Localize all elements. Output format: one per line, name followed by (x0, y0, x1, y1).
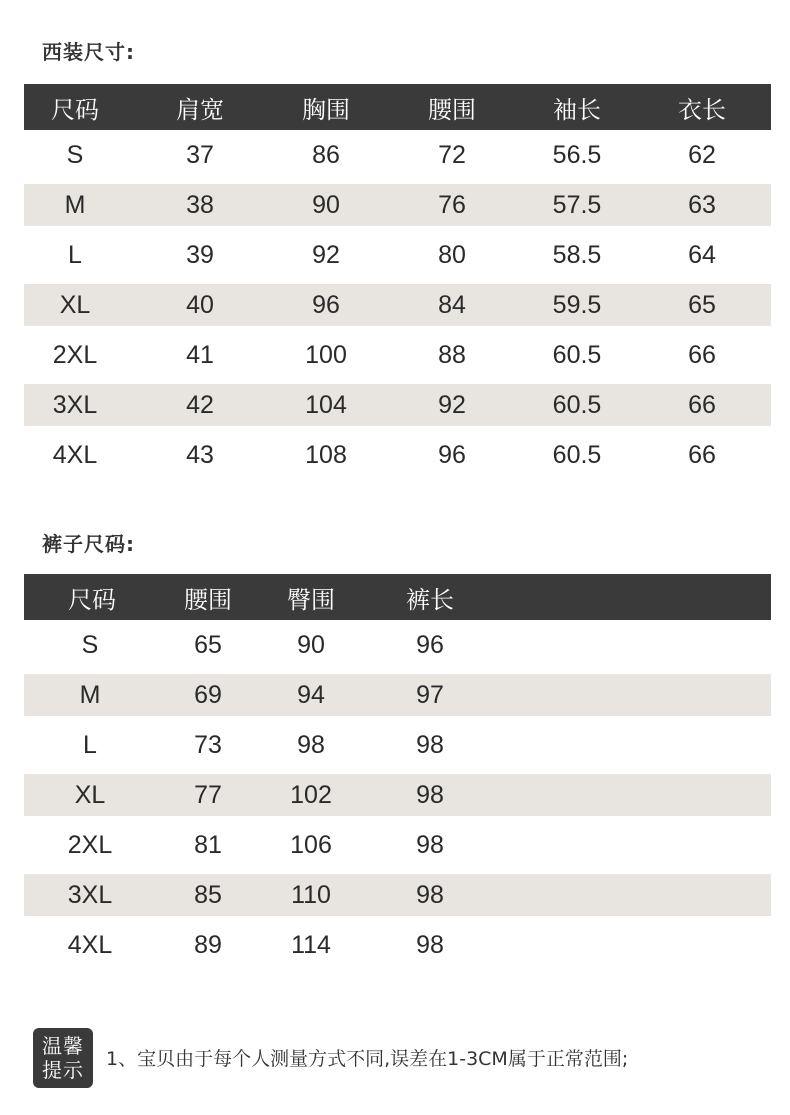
table-row (24, 820, 771, 870)
table-cell: L (68, 240, 82, 269)
table-row (24, 430, 771, 480)
table-row (24, 870, 771, 920)
table-cell: 97 (416, 680, 444, 709)
table-row (24, 670, 771, 720)
table-cell: 80 (438, 240, 466, 269)
table-cell: 102 (290, 780, 332, 809)
table-cell: 98 (416, 730, 444, 759)
table-cell: 58.5 (552, 240, 602, 269)
table-row (24, 920, 771, 970)
pants-header-size: 尺码 (68, 585, 116, 614)
table-cell: 42 (186, 390, 214, 419)
table-cell: 73 (194, 730, 222, 759)
table-cell: 90 (297, 630, 325, 659)
table-cell: 60.5 (552, 390, 602, 419)
pants-header-waist: 腰围 (184, 585, 232, 614)
suit-table-header (24, 84, 771, 130)
table-cell: 63 (688, 190, 716, 219)
table-cell: 3XL (67, 880, 113, 909)
table-cell: 89 (194, 930, 222, 959)
table-row (24, 380, 771, 430)
table-cell: 98 (416, 830, 444, 859)
table-cell: 77 (194, 780, 222, 809)
table-cell: 98 (416, 780, 444, 809)
table-cell: S (81, 630, 99, 659)
table-cell: 65 (194, 630, 222, 659)
table-cell: 100 (305, 340, 347, 369)
table-cell: 110 (291, 880, 331, 909)
suit-header-shoulder: 肩宽 (176, 95, 224, 124)
table-cell: 104 (305, 390, 347, 419)
suit-header-size: 尺码 (51, 95, 99, 124)
table-cell: 57.5 (552, 190, 602, 219)
table-cell: 41 (186, 340, 214, 369)
table-cell: XL (59, 290, 91, 319)
table-cell: XL (74, 780, 106, 809)
table-cell: 66 (688, 440, 716, 469)
table-cell: 96 (416, 630, 444, 659)
table-cell: 88 (438, 340, 466, 369)
pants-section-title: 裤子尺码: (42, 532, 135, 556)
table-cell: 65 (688, 290, 716, 319)
table-cell: 92 (312, 240, 340, 269)
table-cell: 81 (194, 830, 222, 859)
table-cell: 2XL (52, 340, 98, 369)
table-cell: 98 (297, 730, 325, 759)
table-cell: 96 (312, 290, 340, 319)
table-row (24, 230, 771, 280)
table-cell: 96 (438, 440, 466, 469)
table-cell: 66 (688, 390, 716, 419)
table-cell: M (64, 190, 86, 219)
table-cell: 72 (438, 140, 466, 169)
table-row (24, 280, 771, 330)
warm-tip-badge-line2: 提示 (42, 1058, 84, 1082)
table-row (24, 180, 771, 230)
table-cell: 4XL (52, 440, 98, 469)
pants-header-length: 裤长 (406, 585, 454, 614)
table-cell: 106 (290, 830, 332, 859)
suit-header-waist: 腰围 (428, 95, 476, 124)
suit-header-chest: 胸围 (302, 95, 350, 124)
table-cell: 108 (305, 440, 347, 469)
pants-size-table (24, 574, 771, 970)
table-cell: 85 (194, 880, 222, 909)
table-cell: 98 (416, 880, 444, 909)
table-cell: 60.5 (552, 340, 602, 369)
table-cell: 90 (312, 190, 340, 219)
table-cell: 84 (438, 290, 466, 319)
table-row (24, 720, 771, 770)
pants-table-header (24, 574, 771, 620)
table-cell: 4XL (67, 930, 113, 959)
suit-section-title: 西装尺寸: (42, 40, 135, 64)
table-cell: 60.5 (552, 440, 602, 469)
pants-header-hip: 臀围 (287, 585, 335, 614)
table-cell: 86 (312, 140, 340, 169)
table-cell: S (66, 140, 84, 169)
table-cell: 39 (186, 240, 214, 269)
table-cell: 64 (688, 240, 716, 269)
table-cell: 37 (186, 140, 214, 169)
warm-tip-text: 1、宝贝由于每个人测量方式不同,误差在1-3CM属于正常范围; (106, 1048, 629, 1070)
table-cell: 69 (194, 680, 222, 709)
warm-tip-badge (33, 1028, 93, 1088)
table-cell: L (83, 730, 97, 759)
suit-header-sleeve: 袖长 (553, 95, 601, 124)
table-cell: 2XL (67, 830, 113, 859)
table-row (24, 330, 771, 380)
table-cell: 59.5 (552, 290, 602, 319)
table-cell: 43 (186, 440, 214, 469)
table-row (24, 620, 771, 670)
table-cell: 98 (416, 930, 444, 959)
table-cell: 56.5 (552, 140, 602, 169)
warm-tip-badge-line1: 温馨 (42, 1034, 84, 1058)
table-cell: 94 (297, 680, 325, 709)
table-cell: 62 (688, 140, 716, 169)
table-cell: M (79, 680, 101, 709)
table-cell: 38 (186, 190, 214, 219)
table-cell: 76 (438, 190, 466, 219)
table-cell: 40 (186, 290, 214, 319)
table-row (24, 770, 771, 820)
table-row (24, 130, 771, 180)
table-cell: 3XL (52, 390, 98, 419)
suit-header-length: 衣长 (678, 95, 726, 124)
suit-size-table (24, 84, 771, 480)
table-cell: 66 (688, 340, 716, 369)
table-cell: 114 (291, 930, 331, 959)
table-cell: 92 (438, 390, 466, 419)
